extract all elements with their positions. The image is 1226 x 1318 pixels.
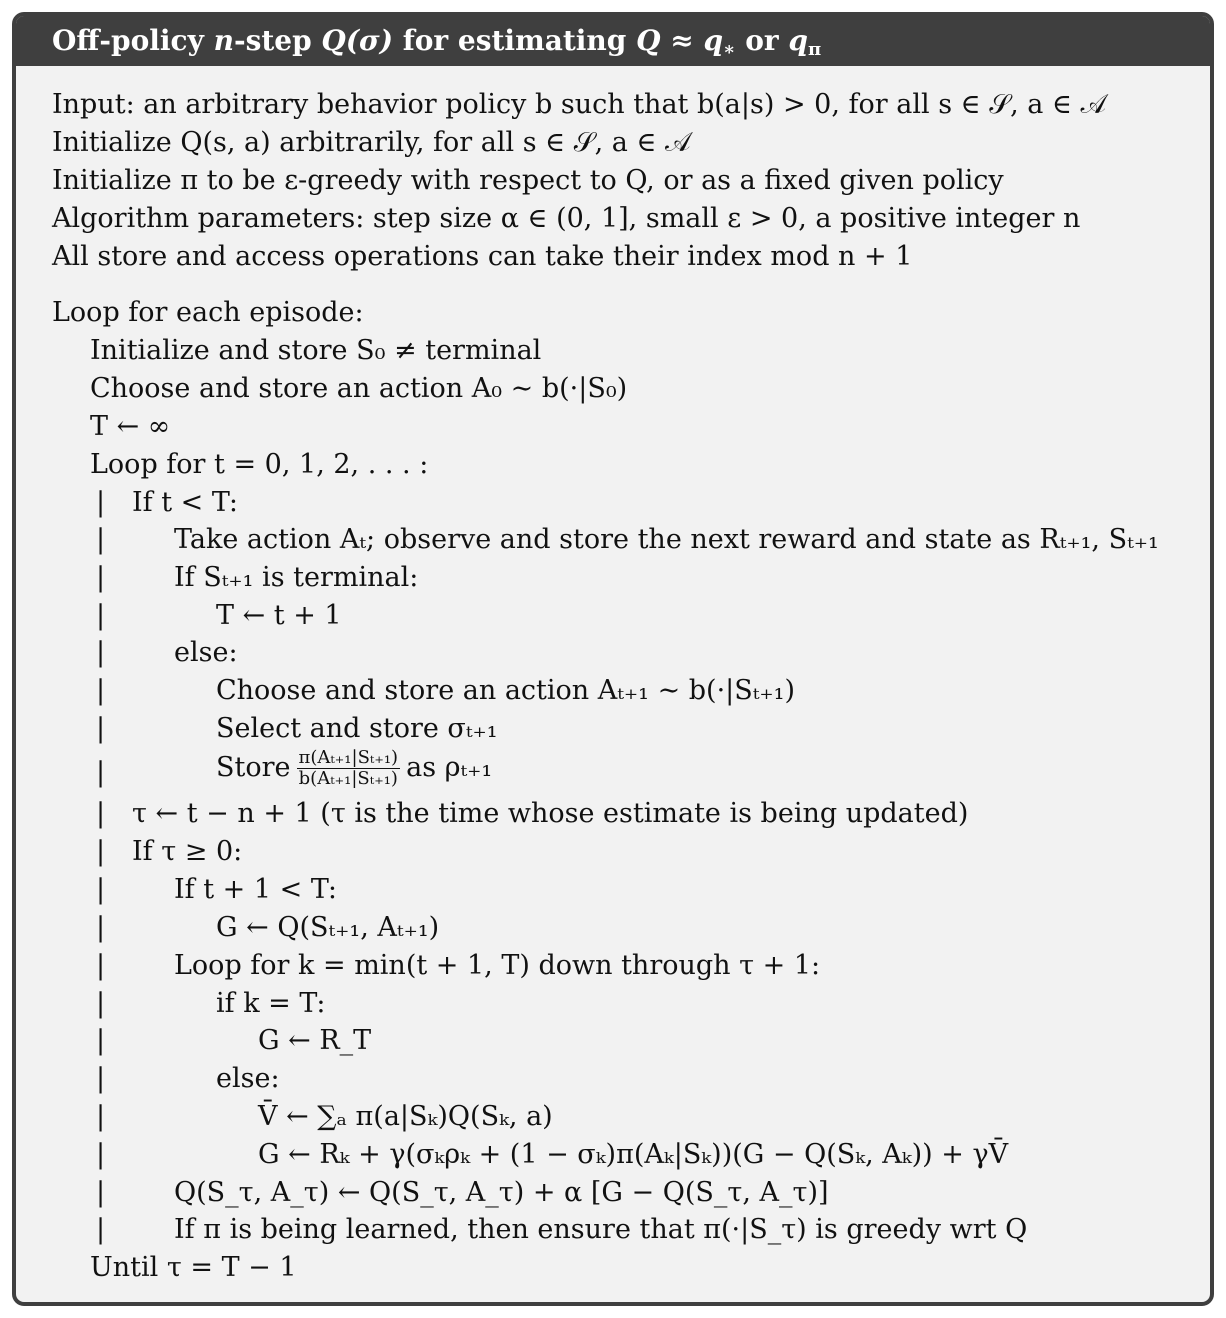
- loop-k-line: Loop for k = min(t + 1, T) down through τ + 1:: [174, 950, 821, 981]
- loop-bar: |: [96, 798, 106, 829]
- tau-line: τ ← t − n + 1 (τ is the time whose estimate is being updated): [132, 798, 969, 829]
- else-line-2: else:: [216, 1063, 280, 1094]
- set-T-line: T ← t + 1: [216, 600, 342, 631]
- algorithm-title-bar: [16, 16, 1210, 66]
- if-t1-lt-T-line: If t + 1 < T:: [174, 874, 337, 905]
- loop-bar: |: [96, 1177, 106, 1208]
- g-init-line: G ← Q(Sₜ₊₁, Aₜ₊₁): [216, 912, 440, 943]
- initialize-q-line: Initialize Q(s, a) arbitrarily, for all s ∈ 𝒮, a ∈ 𝒜: [52, 127, 691, 158]
- choose-action-next-line: Choose and store an action Aₜ₊₁ ∼ b(·|Sₜ₊₁): [216, 675, 796, 706]
- loop-bar: |: [96, 988, 106, 1019]
- loop-bar: |: [96, 836, 106, 867]
- loop-t-line: Loop for t = 0, 1, 2, . . . :: [90, 449, 429, 480]
- ratio-fraction: $\frac{\text{π(Aₜ₊₁|Sₜ₊₁)}}{\text{b(Aₜ₊₁|Sₜ₊₁)}}$: [298, 747, 399, 789]
- q-update-line: Q(S_τ, A_τ) ← Q(S_τ, A_τ) + α [G − Q(S_τ, A_τ)]: [174, 1177, 829, 1208]
- loop-bar: |: [96, 562, 106, 593]
- loop-bar: |: [96, 757, 106, 788]
- loop-bar: |: [96, 1063, 106, 1094]
- vbar-line: V̄ ← ∑ₐ π(a|Sₖ)Q(Sₖ, a): [258, 1101, 553, 1132]
- loop-bar: |: [96, 1025, 106, 1056]
- loop-bar: |: [96, 600, 106, 631]
- loop-bar: |: [96, 1139, 106, 1170]
- else-line-1: else:: [174, 637, 238, 668]
- initialize-pi-line: Initialize π to be ε-greedy with respect to Q, or as a fixed given policy: [52, 165, 1004, 196]
- g-rt-line: G ← R_T: [258, 1025, 372, 1056]
- store-ratio-line: Store $\frac{\text{π(Aₜ₊₁|Sₜ₊₁)}}{\text{b(Aₜ₊₁|Sₜ₊₁)}}$ as ρₜ₊₁: [216, 747, 493, 789]
- loop-bar: |: [96, 637, 106, 668]
- loop-bar: |: [96, 713, 106, 744]
- initialize-s0-line: Initialize and store S₀ ≠ terminal: [90, 335, 542, 366]
- take-action-line: Take action Aₜ; observe and store the next reward and state as Rₜ₊₁, Sₜ₊₁: [174, 524, 1159, 555]
- loop-bar: |: [96, 1101, 106, 1132]
- ensure-greedy-line: If π is being learned, then ensure that π(·|S_τ) is greedy wrt Q: [174, 1214, 1028, 1245]
- if-terminal-line: If Sₜ₊₁ is terminal:: [174, 562, 419, 593]
- loop-bar: |: [96, 487, 106, 518]
- choose-a0-line: Choose and store an action A₀ ∼ b(·|S₀): [90, 373, 628, 404]
- loop-bar: |: [96, 950, 106, 981]
- if-t-lt-T-line: If t < T:: [132, 487, 239, 518]
- loop-bar: |: [96, 524, 106, 555]
- loop-bar: |: [96, 912, 106, 943]
- algorithm-title: Off-policy n-step Q(σ) for estimating $Q \approx q_∗$ or $q_\pi$: [52, 24, 822, 60]
- loop-episode-line: Loop for each episode:: [52, 297, 364, 328]
- select-sigma-line: Select and store σₜ₊₁: [216, 713, 498, 744]
- loop-bar: |: [96, 1214, 106, 1245]
- until-line: Until τ = T − 1: [90, 1252, 297, 1283]
- loop-bar: |: [96, 675, 106, 706]
- if-tau-line: If τ ≥ 0:: [132, 836, 243, 867]
- algorithm-box: [12, 12, 1214, 1306]
- input-line: Input: an arbitrary behavior policy b such that b(a|s) > 0, for all s ∈ 𝒮, a ∈ 𝒜: [52, 89, 1107, 120]
- g-update-line: G ← Rₖ + γ(σₖρₖ + (1 − σₖ)π(Aₖ|Sₖ))(G − Q(Sₖ, Aₖ)) + γV̄: [258, 1139, 1009, 1170]
- store-access-line: All store and access operations can take their index mod n + 1: [52, 241, 913, 272]
- parameters-line: Algorithm parameters: step size α ∈ (0, 1], small ε > 0, a positive integer n: [52, 203, 1081, 234]
- t-infinity-line: T ← ∞: [90, 411, 171, 442]
- loop-bar: |: [96, 874, 106, 905]
- if-k-eq-T-line: if k = T:: [216, 988, 326, 1019]
